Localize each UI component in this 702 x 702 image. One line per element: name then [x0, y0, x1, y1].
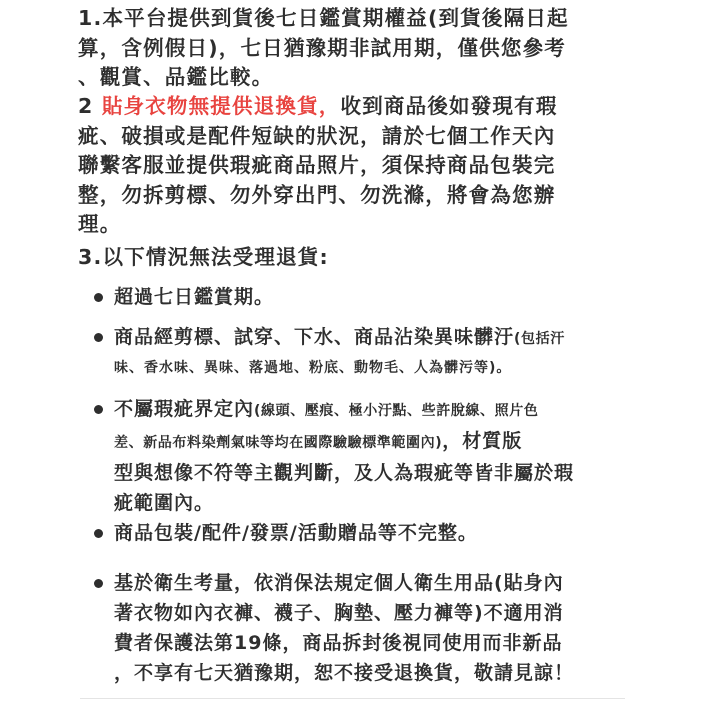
section-2-line: 疵、破損或是配件短缺的狀況，請於七個工作天內 — [78, 123, 556, 148]
section-2-line: 理。 — [78, 212, 122, 236]
bullet-5-line: 基於衛生考量，依消保法規定個人衛生用品(貼身內 — [114, 572, 564, 594]
bullet-3-line-2-big: ，材質版 — [442, 430, 523, 452]
section-3-heading-text: 3.以下情況無法受理退貨: — [78, 245, 329, 269]
section-1-line: 1.本平台提供到貨後七日鑑賞期權益(到貨後隔日起 — [78, 6, 569, 30]
section-2-line: 整，勿拆剪標、勿外穿出門、勿洗滌，將會為您辦 — [78, 182, 556, 207]
section-2-highlight: 貼身衣物無提供退換貨， — [101, 94, 341, 118]
policy-section-2 — [78, 92, 648, 240]
section-2-line1-rest: 收到商品後如發現有瑕 — [340, 94, 558, 118]
bullet-dot-icon — [94, 405, 103, 414]
bullet-3-line-1 — [94, 394, 634, 426]
bullet-item-1 — [94, 282, 634, 312]
section-1-line: 算，含例假日)，七日猶豫期非試用期，僅供您參考 — [78, 35, 566, 60]
bullet-5-line: 著衣物如內衣褲、襪子、胸墊、壓力褲等)不適用消 — [114, 602, 564, 624]
bullet-5-line: ，不享有七天猶豫期，恕不接受退換貨，敬請見諒！ — [114, 662, 575, 684]
policy-section-1 — [78, 4, 648, 93]
bullet-2-paren: (包括汗 — [514, 331, 565, 347]
bullet-2-main: 商品經剪標、試穿、下水、商品沾染異味髒汙 — [114, 326, 515, 348]
section-2-line: 聯繫客服並提供瑕疵商品照片，須保持商品包裝完 — [78, 153, 556, 177]
bullet-dot-icon — [94, 293, 103, 302]
bullet-3-line-4: 疵範圍內。 — [114, 492, 215, 514]
bullet-3-line-2 — [94, 426, 634, 458]
bullet-3-line-2-small: 差、新品布料染劑氣味等均在國際驗驗標準範圍內) — [114, 435, 443, 451]
bullet-3-line-3: 型與想像不符等主觀判斷，及人為瑕疵等皆非屬於瑕 — [114, 462, 575, 484]
bullet-3-main: 不屬瑕疵界定內 — [114, 398, 255, 420]
section-2-first-line — [78, 92, 648, 122]
bullet-2-line-2: 味、香水味、異味、落過地、粉底、動物毛、人為髒污等)。 — [114, 360, 512, 376]
policy-section-3-heading — [78, 243, 648, 273]
bottom-divider — [80, 698, 625, 699]
bullet-2-line-1 — [94, 322, 634, 354]
bullet-5-line: 費者保護法第19條，商品拆封後視同使用而非新品 — [114, 632, 563, 654]
bullet-item-2 — [94, 322, 634, 382]
bullet-item-3 — [94, 394, 634, 518]
section-2-number: 2 — [78, 94, 102, 118]
bullet-3-paren: (線頭、壓痕、極小汙點、些許脫線、照片色 — [254, 403, 539, 419]
bullet-dot-icon — [94, 333, 103, 342]
bullet-item-4 — [94, 518, 634, 548]
bullet-item-5 — [94, 568, 634, 688]
bullet-4-text: 商品包裝/配件/發票/活動贈品等不完整。 — [114, 522, 478, 544]
bullet-1-text: 超過七日鑑賞期。 — [114, 286, 275, 308]
bullet-dot-icon — [94, 529, 103, 538]
bullet-dot-icon — [94, 579, 103, 588]
section-1-line: 、觀賞、品鑑比較。 — [78, 65, 274, 89]
